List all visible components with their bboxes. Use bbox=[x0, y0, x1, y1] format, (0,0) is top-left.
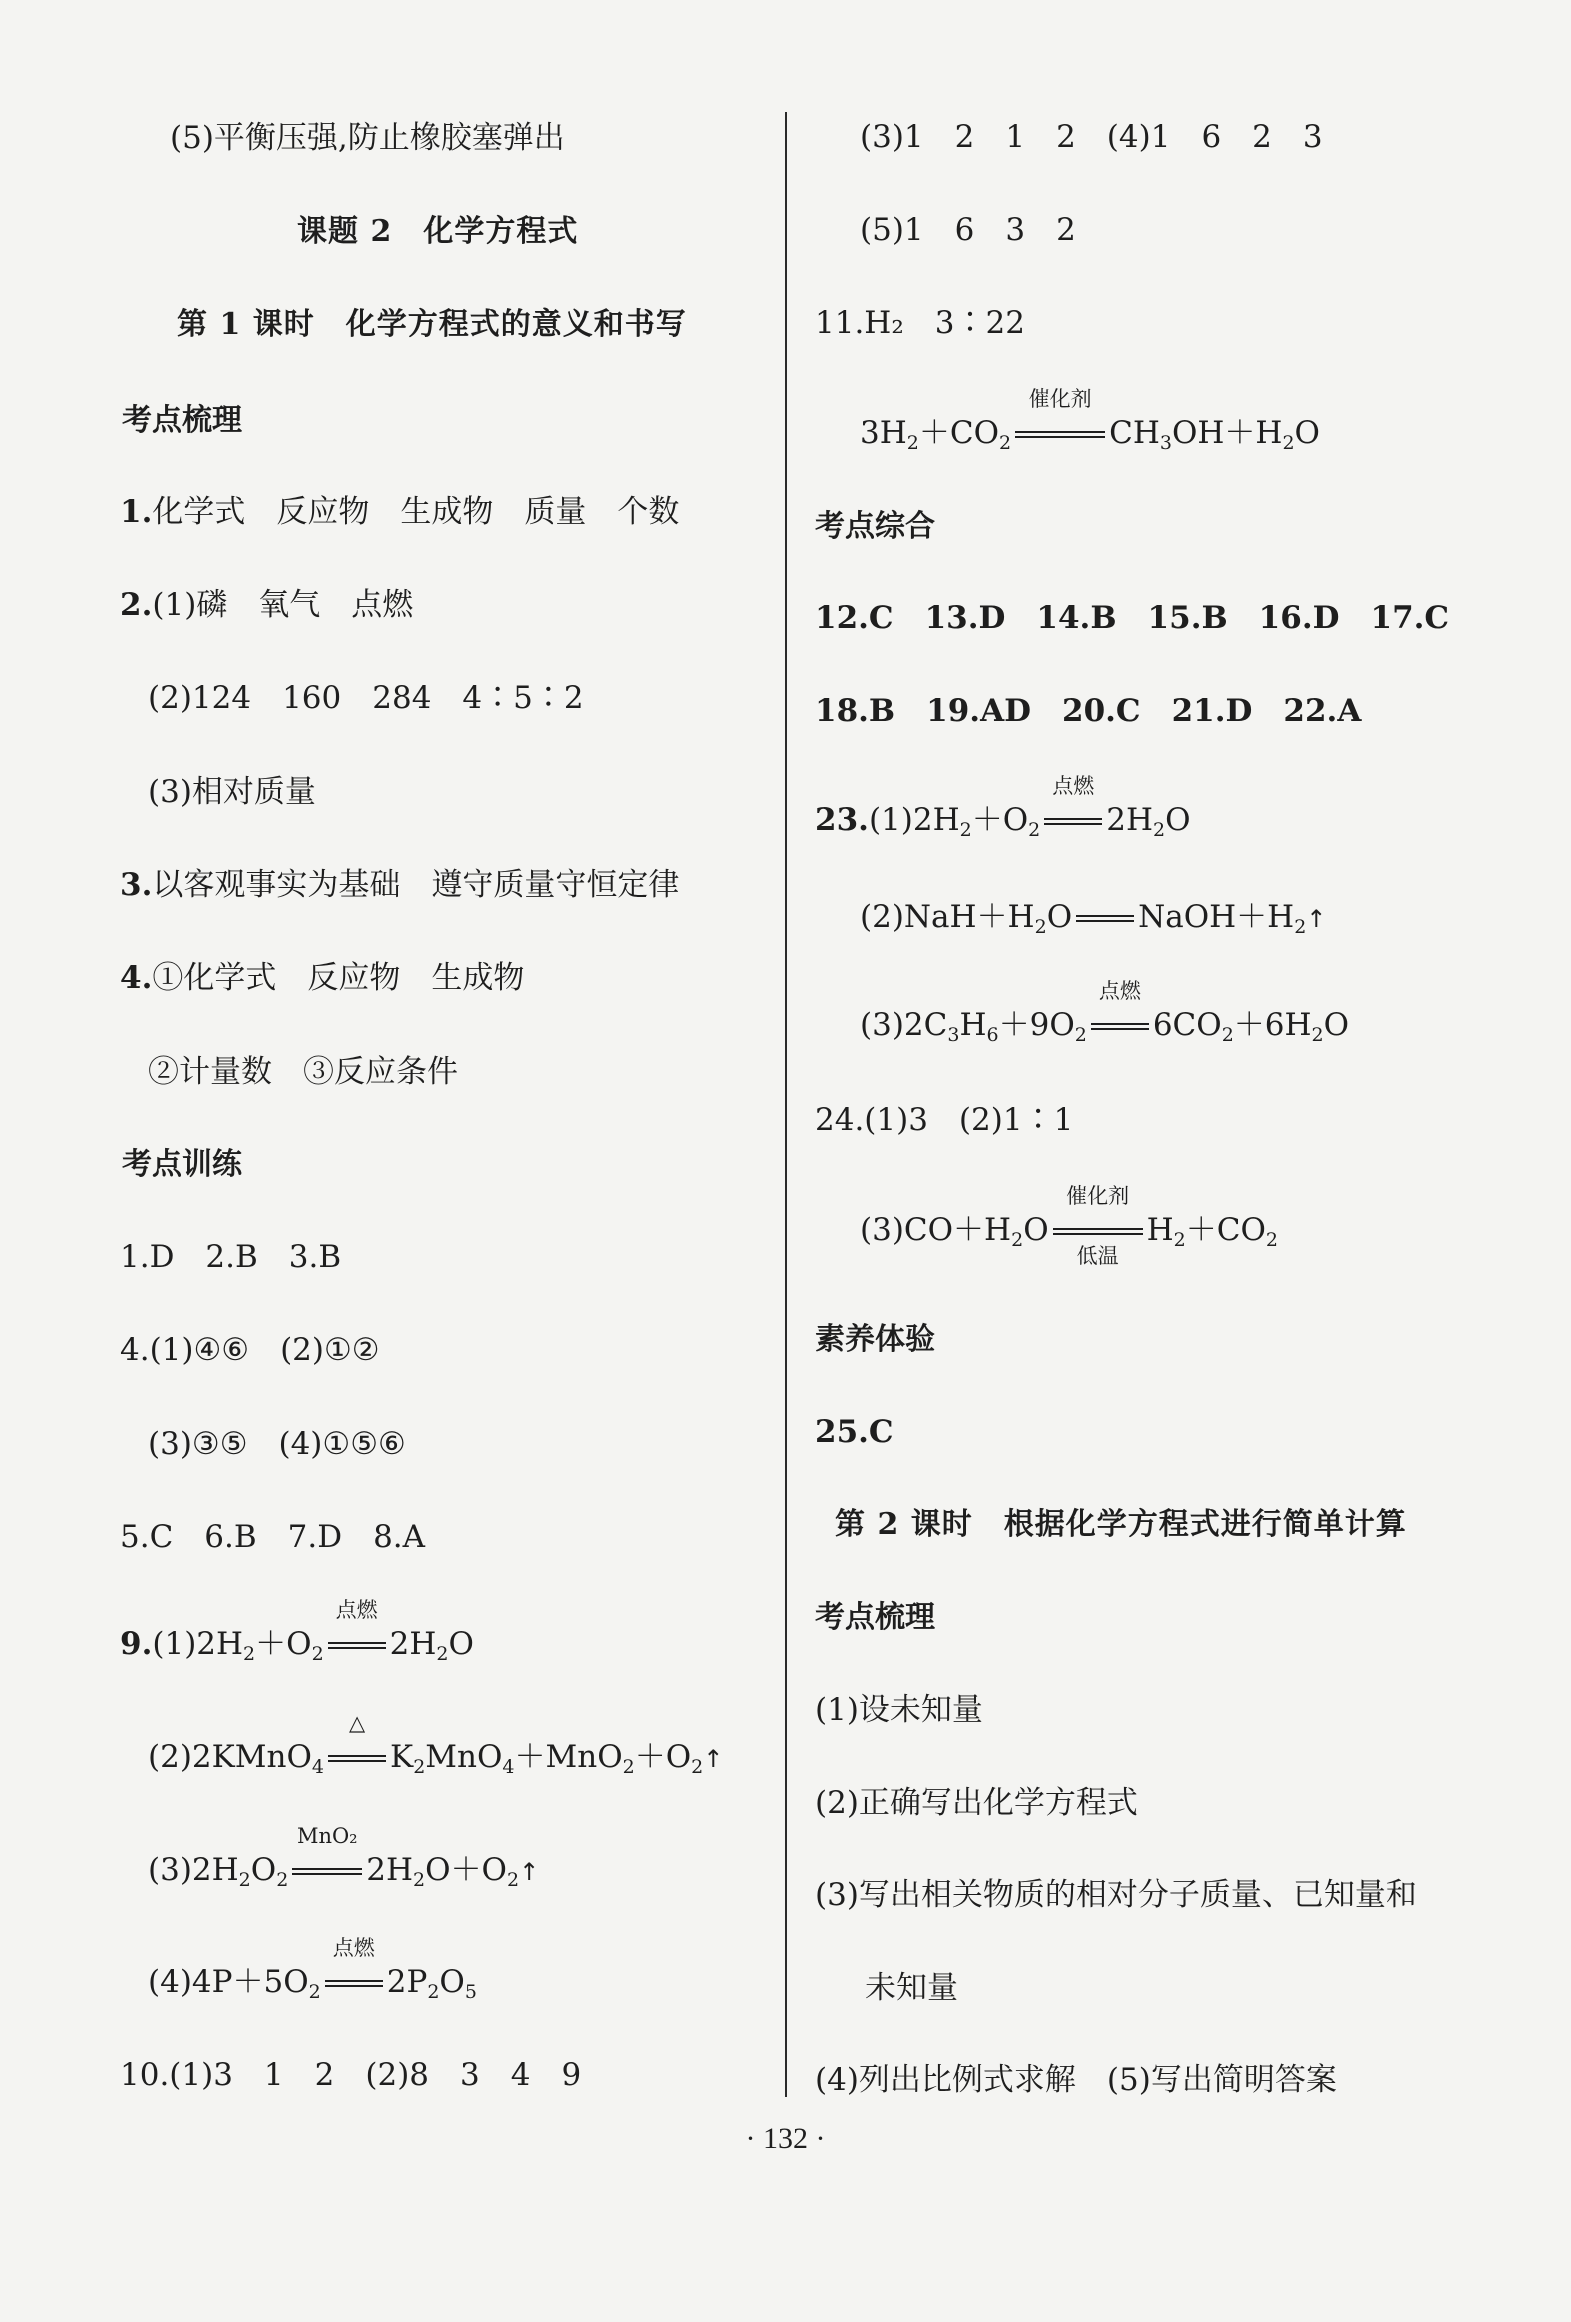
item-number: 2. bbox=[120, 587, 153, 623]
answer-line: (2)正确写出化学方程式 bbox=[815, 1785, 1138, 1821]
equation-line: (2)2KMnO$_4$ △ $K_2MnO_4+MnO_2+O_2↑$ bbox=[148, 1711, 724, 1778]
page-number: · 132 · bbox=[745, 2122, 826, 2155]
equation-line: $23.(1)2H_2+O_2$ 点燃 $2H_2O$ bbox=[815, 774, 1191, 841]
answer-line: (3)③⑤ (4)①⑤⑥ bbox=[148, 1426, 406, 1462]
reaction-condition: MnO₂ bbox=[288, 1850, 366, 1890]
gas-arrow-icon: ↑ bbox=[1306, 905, 1327, 933]
answer-line: 4.①化学式 反应物 生成物 bbox=[120, 960, 525, 996]
answer-line: 11.H₂ 3∶22 bbox=[815, 305, 1025, 341]
answer-line: 2.(1)磷 氧气 点燃 bbox=[120, 587, 414, 623]
answer-line: (5)平衡压强,防止橡胶塞弹出 bbox=[170, 120, 565, 156]
answer-line: (2)124 160 284 4∶5∶2 bbox=[148, 680, 584, 716]
answer-line: 12.C 13.D 14.B 15.B 16.D 17.C bbox=[815, 600, 1450, 636]
answer-line: ②计量数 ③反应条件 bbox=[148, 1054, 458, 1090]
answer-line: 5.C 6.B 7.D 8.A bbox=[120, 1519, 426, 1555]
equation-line: $3H_2+CO_2$ 催化剂 $CH_3OH+H_2O$ bbox=[860, 387, 1320, 454]
answer-line: (3)相对质量 bbox=[148, 774, 316, 810]
gas-arrow-icon: ↑ bbox=[703, 1745, 724, 1773]
answer-line: (1)设未知量 bbox=[815, 1692, 983, 1728]
reaction-condition: 催化剂 bbox=[1011, 413, 1109, 453]
answer-line: 1.化学式 反应物 生成物 质量 个数 bbox=[120, 494, 680, 530]
section-heading: 考点综合 bbox=[815, 509, 935, 544]
section-heading: 考点梳理 bbox=[122, 403, 242, 438]
section-heading: 考点训练 bbox=[122, 1147, 242, 1182]
equation-line: $(2)NaH+H_2O$ $NaOH+H_2↑$ bbox=[860, 899, 1327, 938]
answer-line: 1.D 2.B 3.B bbox=[120, 1239, 342, 1275]
reaction-condition: 点燃 bbox=[1087, 1005, 1153, 1045]
equation-line: $(3)CO+H_2O$ 催化剂 低温 $H_2+CO_2$ bbox=[860, 1184, 1278, 1268]
answer-line: (3)1 2 1 2 (4)1 6 2 3 bbox=[860, 119, 1323, 155]
topic-title: 课题 2 化学方程式 bbox=[297, 214, 579, 249]
answer-line: 25.C bbox=[815, 1414, 894, 1450]
section-heading: 考点梳理 bbox=[815, 1600, 935, 1635]
equation-line: $(3)2C_3H_6+9O_2$ 点燃 $6CO_2+6H_2O$ bbox=[860, 979, 1350, 1046]
reaction-condition: 点燃 bbox=[321, 1962, 387, 2002]
answer-line: 10.(1)3 1 2 (2)8 3 4 9 bbox=[120, 2057, 582, 2093]
item-number: 1. bbox=[120, 494, 153, 530]
equation-line: $(3)2H_2O_2$ MnO₂ $2H_2O+O_2↑$ bbox=[148, 1824, 540, 1891]
answer-line: 24.(1)3 (2)1∶1 bbox=[815, 1102, 1074, 1138]
answer-line: (4)列出比例式求解 (5)写出简明答案 bbox=[815, 2062, 1337, 2098]
reaction-condition: 点燃 bbox=[324, 1624, 390, 1664]
item-number: 4. bbox=[120, 960, 153, 996]
reaction-condition: 催化剂 低温 bbox=[1049, 1210, 1147, 1250]
lesson-title: 第 2 课时 根据化学方程式进行简单计算 bbox=[835, 1507, 1407, 1542]
answer-line: (5)1 6 3 2 bbox=[860, 212, 1076, 248]
item-number: 3. bbox=[120, 867, 153, 903]
reaction-condition: △ bbox=[324, 1737, 390, 1777]
section-heading: 素养体验 bbox=[815, 1322, 935, 1357]
answer-line: 18.B 19.AD 20.C 21.D 22.A bbox=[815, 693, 1362, 729]
answer-line: 3.以客观事实为基础 遵守质量守恒定律 bbox=[120, 867, 680, 903]
equation-line: $9.(1)2H_2+O_2$ 点燃 $2H_2O$ bbox=[120, 1598, 474, 1665]
column-divider bbox=[785, 112, 787, 2097]
lesson-title: 第 1 课时 化学方程式的意义和书写 bbox=[177, 307, 687, 342]
gas-arrow-icon: ↑ bbox=[519, 1858, 540, 1886]
answer-line: 4.(1)④⑥ (2)①② bbox=[120, 1332, 380, 1368]
equation-line: $(4)4P+5O_2$ 点燃 $2P_2O_5$ bbox=[148, 1936, 477, 2003]
reaction-condition: 点燃 bbox=[1040, 800, 1106, 840]
answer-line: 未知量 bbox=[865, 1970, 958, 2006]
answer-line: (3)写出相关物质的相对分子质量、已知量和 bbox=[815, 1877, 1417, 1913]
reaction-condition bbox=[1072, 897, 1138, 937]
